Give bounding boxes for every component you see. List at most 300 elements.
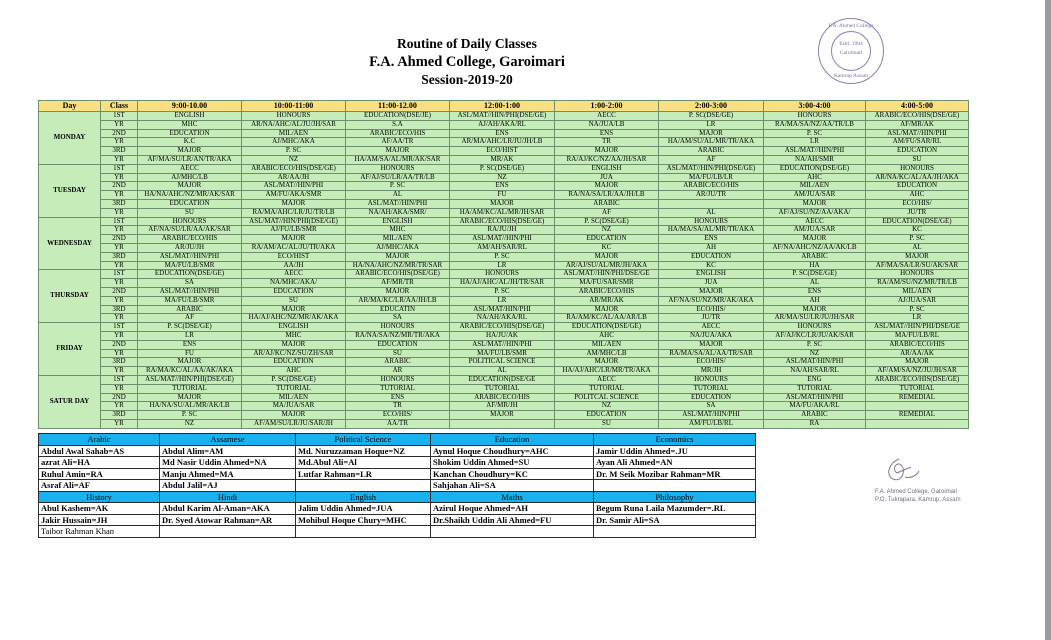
- routine-cell: P. SC: [450, 252, 555, 261]
- routine-cell: AF/MR/AK: [866, 120, 969, 129]
- routine-row: [39, 296, 969, 305]
- class-year-label: YR: [101, 402, 138, 411]
- class-year-label: YR: [101, 138, 138, 147]
- routine-cell: KC: [866, 226, 969, 235]
- routine-cell: ARABIC: [346, 358, 450, 367]
- routine-cell: P. SC: [866, 235, 969, 244]
- routine-column-header: 12:00-1:00: [450, 101, 555, 112]
- faculty-member-cell: [431, 526, 594, 538]
- routine-cell: ARABIC/ECO/HIS: [555, 287, 659, 296]
- faculty-member-cell: Abdul Karim Al-Aman=AKA: [160, 503, 296, 515]
- routine-cell: AF/AJ/SU/LR/AA/TR/LB: [346, 173, 450, 182]
- routine-cell: ARABIC/ECO/HIS: [346, 129, 450, 138]
- routine-row: [39, 393, 969, 402]
- routine-cell: AF/MR/TR: [346, 279, 450, 288]
- class-year-label: 1ST: [101, 217, 138, 226]
- routine-cell: MAJOR: [450, 199, 555, 208]
- principal-signature: [871, 453, 971, 523]
- day-label: MONDAY: [39, 112, 101, 165]
- faculty-member-cell: [296, 526, 431, 538]
- class-year-label: 3RD: [101, 147, 138, 156]
- seal-mid-text-2: Garoimari: [839, 50, 863, 56]
- routine-cell: EDUCATION: [659, 393, 764, 402]
- routine-cell: MAJOR: [346, 287, 450, 296]
- routine-cell: MAJOR: [659, 340, 764, 349]
- routine-cell: AH: [764, 296, 866, 305]
- routine-cell: MIL/AEN: [346, 235, 450, 244]
- routine-row: [39, 191, 969, 200]
- faculty-member-cell: Abdul Jalil=AJ: [160, 480, 296, 492]
- routine-cell: AR/JU/TR: [659, 191, 764, 200]
- routine-cell: AF: [659, 155, 764, 164]
- routine-cell: NA/AH/SMR: [764, 155, 866, 164]
- routine-cell: ENGLISH: [242, 323, 346, 332]
- routine-cell: EDUCATION: [242, 358, 346, 367]
- routine-cell: EDUCATION: [138, 129, 242, 138]
- faculty-department-header-row: [39, 491, 756, 503]
- routine-row: [39, 164, 969, 173]
- faculty-member-cell: Abdul Awal Sahab=AS: [39, 445, 160, 457]
- routine-column-header: 11:00-12.00: [346, 101, 450, 112]
- routine-cell: MHC: [242, 331, 346, 340]
- faculty-member-cell: Mohibul Hoque Chury=MHC: [296, 514, 431, 526]
- routine-cell: RA/AM/AC/AL/JU/TR/AKA: [242, 243, 346, 252]
- routine-cell: ARABIC: [659, 147, 764, 156]
- routine-cell: HONOURS: [866, 164, 969, 173]
- routine-cell: ENS: [555, 129, 659, 138]
- routine-row: [39, 375, 969, 384]
- routine-cell: RA/NA/SA/NZ/MR/TR/AKA: [346, 331, 450, 340]
- routine-row: [39, 323, 969, 332]
- routine-cell: ASL/MAT//HIN/PHI: [764, 147, 866, 156]
- routine-cell: AL: [659, 208, 764, 217]
- routine-row: [39, 155, 969, 164]
- routine-row: [39, 208, 969, 217]
- routine-cell: [450, 419, 555, 428]
- routine-cell: AECC: [764, 217, 866, 226]
- routine-cell: SU: [242, 296, 346, 305]
- signature-line-2: P.O. Tukrapara, Kamrup, Assam: [875, 497, 961, 503]
- routine-cell: HA/NA/SU/AL/MR/AK/LB: [138, 402, 242, 411]
- routine-cell: HONOURS: [346, 164, 450, 173]
- routine-cell: MAJOR: [242, 411, 346, 420]
- routine-cell: POLITCAL SCIENCE: [555, 393, 659, 402]
- faculty-department-header-row: [39, 434, 756, 446]
- faculty-member-cell: Asraf Ali=AF: [39, 480, 160, 492]
- routine-row: [39, 349, 969, 358]
- routine-cell: MAJOR: [450, 411, 555, 420]
- routine-row: [39, 243, 969, 252]
- routine-cell: RA: [764, 419, 866, 428]
- routine-cell: ASL/MAT//HIN/PHI(DSE/GE): [242, 217, 346, 226]
- class-year-label: 1ST: [101, 323, 138, 332]
- routine-cell: ECO/HIST: [450, 147, 555, 156]
- routine-cell: AECC: [659, 323, 764, 332]
- routine-cell: ASL/MAT//HIN/PHI(DSE/GE): [450, 112, 555, 121]
- routine-cell: HA/AJ/AHC/AL/JH/TR/SAR: [450, 279, 555, 288]
- routine-cell: HA/AJ/AHC/NZ/MR/AK/AKA: [242, 314, 346, 323]
- routine-cell: SA: [138, 279, 242, 288]
- routine-cell: JU/TR: [659, 314, 764, 323]
- routine-cell: MHC: [346, 226, 450, 235]
- routine-cell: LR: [450, 261, 555, 270]
- routine-cell: LR: [866, 314, 969, 323]
- routine-cell: AF: [555, 208, 659, 217]
- routine-cell: ASL/MAT//HIN/PHI: [346, 199, 450, 208]
- routine-cell: ECO/HIS/: [866, 199, 969, 208]
- class-year-label: YR: [101, 349, 138, 358]
- faculty-member-cell: Jalim Uddin Ahmed=JUA: [296, 503, 431, 515]
- routine-cell: MAJOR: [555, 305, 659, 314]
- routine-cell: ENG: [764, 375, 866, 384]
- routine-cell: ARABIC: [555, 199, 659, 208]
- routine-cell: TUTORIAL: [866, 384, 969, 393]
- routine-cell: AM/JUA/SAR: [764, 226, 866, 235]
- routine-cell: EDUCATION: [555, 235, 659, 244]
- routine-cell: AECC: [138, 164, 242, 173]
- department-header: Maths: [431, 491, 594, 503]
- routine-cell: TR: [346, 402, 450, 411]
- routine-cell: AR/MA/SU/LR/JU/JH/SAR: [764, 314, 866, 323]
- routine-row: [39, 147, 969, 156]
- routine-cell: MA/FU/LB/SMR: [138, 261, 242, 270]
- routine-row: [39, 199, 969, 208]
- routine-cell: P. SC: [242, 147, 346, 156]
- routine-cell: ENS: [346, 393, 450, 402]
- routine-cell: HONOURS: [450, 270, 555, 279]
- routine-cell: TUTORIAL: [555, 384, 659, 393]
- routine-cell: ECO/HIS/: [659, 305, 764, 314]
- signature-scribble-icon: [871, 453, 931, 487]
- routine-cell: NA/AH/AKA/RL: [450, 314, 555, 323]
- routine-cell: MAJOR: [242, 305, 346, 314]
- routine-cell: ARABIC: [764, 252, 866, 261]
- faculty-member-cell: Sahjahan Ali=SA: [431, 480, 594, 492]
- class-year-label: 3RD: [101, 411, 138, 420]
- faculty-row: [39, 480, 756, 492]
- routine-cell: MAJOR: [764, 305, 866, 314]
- class-year-label: YR: [101, 314, 138, 323]
- routine-cell: AJ/MHC/AKA: [242, 138, 346, 147]
- class-year-label: YR: [101, 226, 138, 235]
- faculty-member-cell: azrat Ali=HA: [39, 457, 160, 469]
- routine-cell: HA/JU/AK: [450, 331, 555, 340]
- routine-cell: AJ/AH/AKA/RL: [450, 120, 555, 129]
- routine-cell: AM/FU/LB/RL: [659, 419, 764, 428]
- class-year-label: YR: [101, 120, 138, 129]
- routine-cell: AL: [346, 191, 450, 200]
- routine-row: [39, 305, 969, 314]
- routine-cell: NZ: [242, 155, 346, 164]
- routine-cell: ECO/HIST: [242, 252, 346, 261]
- routine-cell: NZ: [555, 226, 659, 235]
- day-label: SATUR DAY: [39, 375, 101, 428]
- routine-cell: ASL/MAT//HIN/PHI: [450, 340, 555, 349]
- routine-cell: ARABIC/ECO/HIS(DSE/GE): [866, 112, 969, 121]
- routine-cell: LR: [764, 138, 866, 147]
- routine-cell: ASL/MAT//HIN/PHI: [450, 235, 555, 244]
- routine-cell: MA/FU/LB/SMR: [450, 349, 555, 358]
- routine-cell: TR: [555, 138, 659, 147]
- college-seal-stamp: [818, 18, 884, 84]
- routine-cell: RA/MA/SA/NZ/AA/TR/LB: [764, 120, 866, 129]
- department-header: Hindi: [160, 491, 296, 503]
- routine-cell: S.A: [346, 120, 450, 129]
- routine-cell: AF: [138, 314, 242, 323]
- routine-column-header: 2:00-3:00: [659, 101, 764, 112]
- routine-cell: MIL/AEN: [555, 340, 659, 349]
- routine-cell: MA/JUA/SAR: [242, 402, 346, 411]
- routine-cell: AR/NA/KC/AL/AA/JH/AKA: [866, 173, 969, 182]
- routine-cell: ENS: [659, 235, 764, 244]
- faculty-member-cell: Ayan Ali Ahmed=AN: [594, 457, 756, 469]
- department-header: Economics: [594, 434, 756, 446]
- class-year-label: YR: [101, 243, 138, 252]
- routine-cell: MAJOR: [346, 252, 450, 261]
- routine-header-row: [39, 101, 969, 112]
- routine-cell: HA/AM/KC/AL/MR/JH/SAR: [450, 208, 555, 217]
- routine-cell: ARABIC/ECO/HIS: [659, 182, 764, 191]
- day-label: TUESDAY: [39, 164, 101, 217]
- routine-cell: AHC: [866, 191, 969, 200]
- routine-cell: ARABIC/ECO/HIS(DSE/GE): [242, 164, 346, 173]
- routine-cell: ASL/MAT/HIN/PHI: [764, 393, 866, 402]
- routine-cell: MAJOR: [555, 252, 659, 261]
- routine-cell: KC: [555, 243, 659, 252]
- routine-cell: EDUCATION(DSE/GE): [866, 217, 969, 226]
- routine-row: [39, 120, 969, 129]
- class-year-label: YR: [101, 384, 138, 393]
- routine-cell: MIL/AEN: [242, 393, 346, 402]
- routine-column-header: Class: [101, 101, 138, 112]
- routine-cell: AR/AA/AK: [866, 349, 969, 358]
- routine-cell: SU: [866, 155, 969, 164]
- routine-row: [39, 287, 969, 296]
- routine-cell: ENGLISH: [138, 112, 242, 121]
- routine-cell: AF/MA/SA/LR/SU/AK/SAR: [866, 261, 969, 270]
- faculty-member-cell: Jakir Hussain=JH: [39, 514, 160, 526]
- routine-cell: FU: [138, 349, 242, 358]
- routine-cell: LR: [450, 296, 555, 305]
- routine-cell: HONOURS: [242, 112, 346, 121]
- routine-cell: AF/AM/SU/LR/JU/SAR/JH: [242, 419, 346, 428]
- class-year-label: YR: [101, 296, 138, 305]
- routine-cell: TUTORIAL: [659, 384, 764, 393]
- routine-cell: ASL/MAT//HIN/PHI: [138, 287, 242, 296]
- seal-mid-text-1: Estd. 1994: [839, 41, 863, 47]
- routine-cell: ARABIC/ECO/HIS(DSE/GE): [346, 270, 450, 279]
- routine-cell: NA/MHC/AKA/: [242, 279, 346, 288]
- routine-cell: ARABIC: [764, 411, 866, 420]
- routine-cell: MAJOR: [866, 358, 969, 367]
- day-label: WEDNESDAY: [39, 217, 101, 270]
- routine-cell: AHC: [555, 331, 659, 340]
- routine-cell: REMEDIAL: [866, 393, 969, 402]
- routine-cell: AR/MR/AK: [555, 296, 659, 305]
- routine-cell: MAJOR: [555, 358, 659, 367]
- faculty-member-cell: Shokim Uddin Ahmed=SU: [431, 457, 594, 469]
- routine-cell: AR: [346, 367, 450, 376]
- routine-cell: HA/AJ/AHC/LR/MR/TR/AKA: [555, 367, 659, 376]
- routine-cell: TUTORIAL: [242, 384, 346, 393]
- routine-cell: MHC: [138, 120, 242, 129]
- routine-cell: MAJOR: [242, 235, 346, 244]
- routine-cell: P. SC(DSE/GE): [555, 217, 659, 226]
- department-header: Philosophy: [594, 491, 756, 503]
- faculty-row: [39, 445, 756, 457]
- routine-cell: AECC: [242, 270, 346, 279]
- routine-cell: HONOURS: [659, 217, 764, 226]
- routine-cell: RA/AJ/KC/NZ/AA/JH/SAR: [555, 155, 659, 164]
- routine-cell: EDUCATIN: [346, 305, 450, 314]
- class-year-label: 1ST: [101, 112, 138, 121]
- routine-cell: HONOURS: [138, 217, 242, 226]
- routine-cell: AF/AM/SA/NZ/JU/JH/SAR: [866, 367, 969, 376]
- routine-cell: REMEDIAL: [866, 411, 969, 420]
- routine-cell: HA/AM/SA/AL/MR/AK/SAR: [346, 155, 450, 164]
- routine-row: [39, 367, 969, 376]
- routine-cell: AA/JH: [242, 261, 346, 270]
- routine-cell: ARABIC/ECO/HIS(DSE/GE): [450, 217, 555, 226]
- page-title: Routine of Daily Classes: [397, 36, 537, 51]
- routine-cell: HONOURS: [866, 270, 969, 279]
- class-year-label: YR: [101, 208, 138, 217]
- routine-cell: AR/JU/JH: [138, 243, 242, 252]
- routine-cell: HONOURS: [346, 323, 450, 332]
- routine-cell: MAJOR: [866, 252, 969, 261]
- routine-cell: RA/MA/KC/AL/AA/AK/AKA: [138, 367, 242, 376]
- routine-cell: ASL/MAT//HIN/PHI: [138, 252, 242, 261]
- routine-cell: AM/FU/AKA/SMR: [242, 191, 346, 200]
- faculty-member-cell: [160, 526, 296, 538]
- routine-cell: AM/MHC/LB: [555, 349, 659, 358]
- routine-cell: ECO/HIS/: [346, 411, 450, 420]
- routine-cell: AJ/MHC/LB: [138, 173, 242, 182]
- routine-cell: AF/NA/AHC/NZ/AA/AK/LB: [764, 243, 866, 252]
- routine-cell: MR/AK: [450, 155, 555, 164]
- class-year-label: 2ND: [101, 182, 138, 191]
- routine-column-header: 1:00-2:00: [555, 101, 659, 112]
- class-year-label: 1ST: [101, 375, 138, 384]
- routine-cell: SA: [346, 314, 450, 323]
- routine-cell: MIL/AEN: [866, 287, 969, 296]
- routine-cell: MA/FU/SAR/SMR: [555, 279, 659, 288]
- routine-cell: AL: [866, 243, 969, 252]
- routine-cell: EDUCATION(DSE/GE): [555, 323, 659, 332]
- routine-cell: P. SC: [450, 287, 555, 296]
- routine-cell: P. SC(DSE/GE): [659, 112, 764, 121]
- routine-cell: [866, 402, 969, 411]
- routine-cell: TUTORIAL: [450, 384, 555, 393]
- department-header: Political Science: [296, 434, 431, 446]
- routine-cell: EDUCATION: [242, 287, 346, 296]
- signature-line-1: F.A. Ahmed College, Garoimari: [875, 489, 958, 495]
- routine-row: [39, 235, 969, 244]
- class-year-label: YR: [101, 261, 138, 270]
- routine-cell: AJ/JUA/SAR: [866, 296, 969, 305]
- routine-cell: P. SC(DSE/GE): [764, 270, 866, 279]
- routine-cell: NA/AH/SAR/RL: [764, 367, 866, 376]
- class-year-label: YR: [101, 155, 138, 164]
- class-year-label: 1ST: [101, 270, 138, 279]
- class-year-label: YR: [101, 173, 138, 182]
- faculty-member-cell: Md Nasir Uddin Ahmed=NA: [160, 457, 296, 469]
- routine-cell: AF/AA/TR: [346, 138, 450, 147]
- routine-cell: HA/AM/SU/AL/MR/TR/AKA: [659, 138, 764, 147]
- routine-cell: SU: [555, 419, 659, 428]
- routine-cell: AECC: [555, 112, 659, 121]
- routine-cell: AECC: [555, 375, 659, 384]
- faculty-row: [39, 468, 756, 480]
- routine-cell: LR: [138, 331, 242, 340]
- routine-cell: P. SC: [764, 129, 866, 138]
- routine-cell: AJ/FU/LB/SMR: [242, 226, 346, 235]
- seal-top-text: F.A. Ahmed College: [828, 23, 874, 29]
- routine-cell: EDUCATION: [866, 147, 969, 156]
- routine-cell: AH: [659, 243, 764, 252]
- routine-row: [39, 279, 969, 288]
- routine-cell: ASL/MAT//HIN/PHI/DSE/GE: [866, 323, 969, 332]
- class-year-label: 2ND: [101, 393, 138, 402]
- routine-cell: MA/FU/AKA/RL: [764, 402, 866, 411]
- routine-cell: TUTORIAL: [764, 384, 866, 393]
- class-year-label: 2ND: [101, 129, 138, 138]
- routine-row: [39, 138, 969, 147]
- routine-cell: ENGLISH: [555, 164, 659, 173]
- routine-cell: AA/TR: [346, 419, 450, 428]
- routine-cell: AHC: [242, 367, 346, 376]
- routine-row: [39, 402, 969, 411]
- routine-cell: MIL/AEN: [764, 182, 866, 191]
- routine-cell: JUA: [659, 279, 764, 288]
- routine-cell: RA/MA/SA/AL/AA/TR/SAR: [659, 349, 764, 358]
- routine-cell: MAJOR: [764, 235, 866, 244]
- faculty-member-cell: Jamir Uddin Ahmed=.JU: [594, 445, 756, 457]
- routine-cell: P. SC(DSE/GE): [450, 164, 555, 173]
- routine-cell: AF/NA/SU/NZ/MR/AK/AKA: [659, 296, 764, 305]
- routine-row: [39, 419, 969, 428]
- routine-row: [39, 173, 969, 182]
- routine-row: [39, 358, 969, 367]
- routine-cell: AF/AJ/SU/NZ/AA/AKA/: [764, 208, 866, 217]
- faculty-member-cell: Begum Runa Laila Mazumder=.RL: [594, 503, 756, 515]
- class-year-label: YR: [101, 279, 138, 288]
- faculty-member-cell: Lutfar Rahman=LR: [296, 468, 431, 480]
- routine-cell: ASL/MAT//HIN/PHI/DSE/GE: [555, 270, 659, 279]
- routine-cell: ENGLISH: [346, 217, 450, 226]
- routine-cell: ARABIC/ECO/HIS: [138, 235, 242, 244]
- faculty-member-cell: [594, 480, 756, 492]
- faculty-member-cell: Dr.Shaikh Uddin Ali Ahmed=FU: [431, 514, 594, 526]
- routine-row: [39, 226, 969, 235]
- routine-cell: NA/AH/AKA/SMR/: [346, 208, 450, 217]
- routine-cell: ASL/MAT//HIN/PHI(DSE/GE): [138, 375, 242, 384]
- routine-table: [38, 100, 969, 429]
- routine-cell: AR/NA/AHC/AL/JU/JH/SAR: [242, 120, 346, 129]
- routine-cell: ENGLISH: [659, 270, 764, 279]
- class-year-label: YR: [101, 191, 138, 200]
- routine-cell: AF/NA/SU/LR/AA/AK/SAR: [138, 226, 242, 235]
- routine-cell: P. SC(DSE/GE): [242, 375, 346, 384]
- routine-cell: RA/JU/JH: [450, 226, 555, 235]
- routine-cell: EDUCATION: [659, 252, 764, 261]
- routine-cell: TUTORIAL: [346, 384, 450, 393]
- routine-cell: TUTORIAL: [138, 384, 242, 393]
- routine-row: [39, 270, 969, 279]
- routine-cell: ENS: [450, 182, 555, 191]
- routine-cell: MA/FU/LB/LR: [659, 173, 764, 182]
- routine-cell: ASL/MAT/HIN/PHI: [450, 305, 555, 314]
